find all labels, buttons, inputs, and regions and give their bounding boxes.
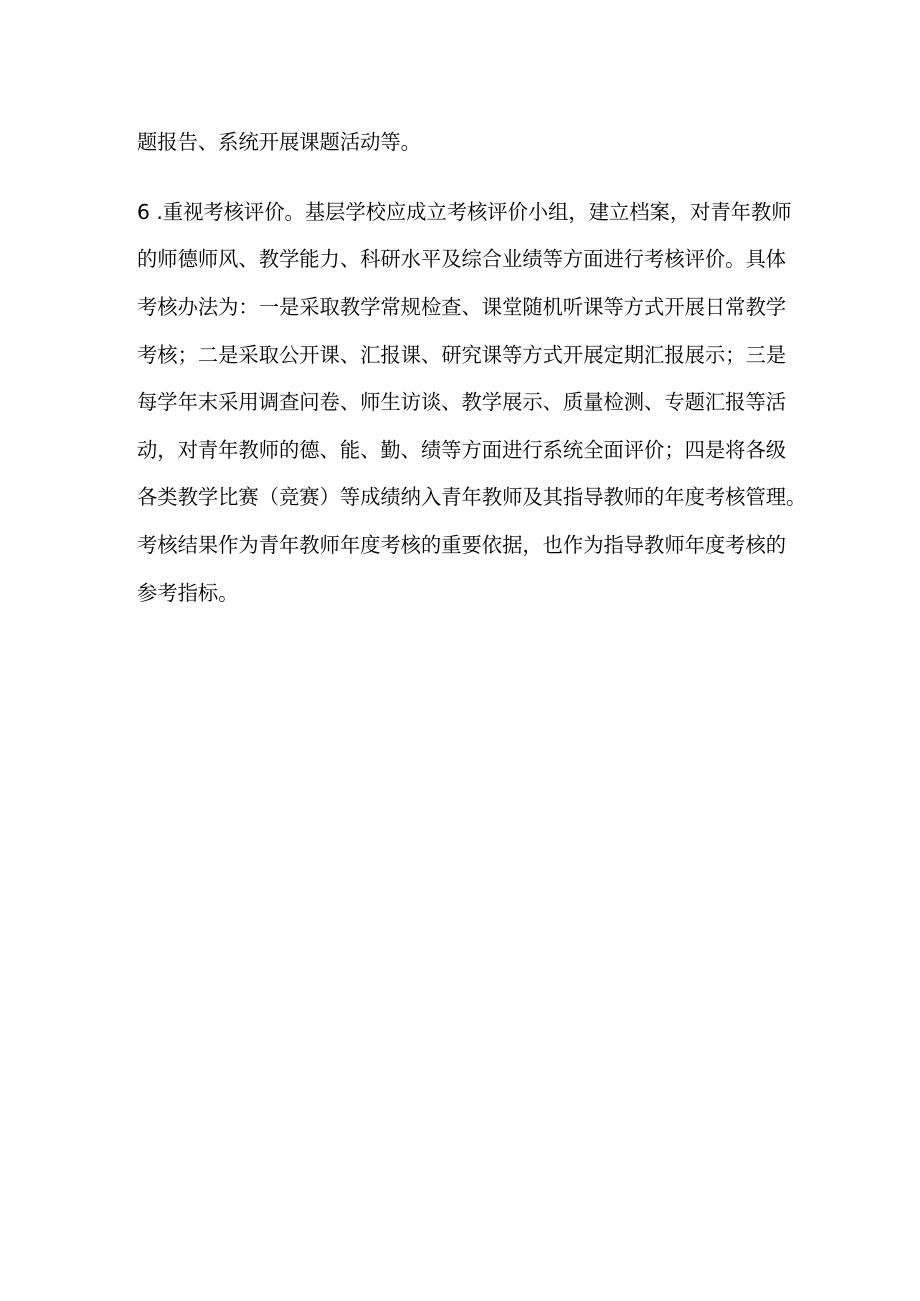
text-line-10: 参考指标。 [137,581,239,605]
text-line-9: 考核结果作为青年教师年度考核的重要依据，也作为指导教师年度考核的 [137,533,787,557]
text-line-8: 各类教学比赛（竞赛）等成绩纳入青年教师及其指导教师的年度考核管理。 [137,485,807,509]
text-line-4: 考核办法为：一是采取教学常规检查、课堂随机听课等方式开展日常教学 [137,295,787,319]
text-line-6: 每学年末采用调查问卷、师生访谈、教学展示、质量检测、专题汇报等活 [137,390,787,414]
text-line-5: 考核；二是采取公开课、汇报课、研究课等方式开展定期汇报展示；三是 [137,343,787,367]
text-line-2: 6 .重视考核评价。基层学校应成立考核评价小组，建立档案，对青年教师 [137,200,792,224]
text-line-7: 动，对青年教师的德、能、勤、绩等方面进行系统全面评价；四是将各级 [137,438,787,462]
text-line-3: 的师德师风、教学能力、科研水平及综合业绩等方面进行考核评价。具体 [137,247,787,271]
text-line-1: 题报告、系统开展课题活动等。 [137,130,421,154]
